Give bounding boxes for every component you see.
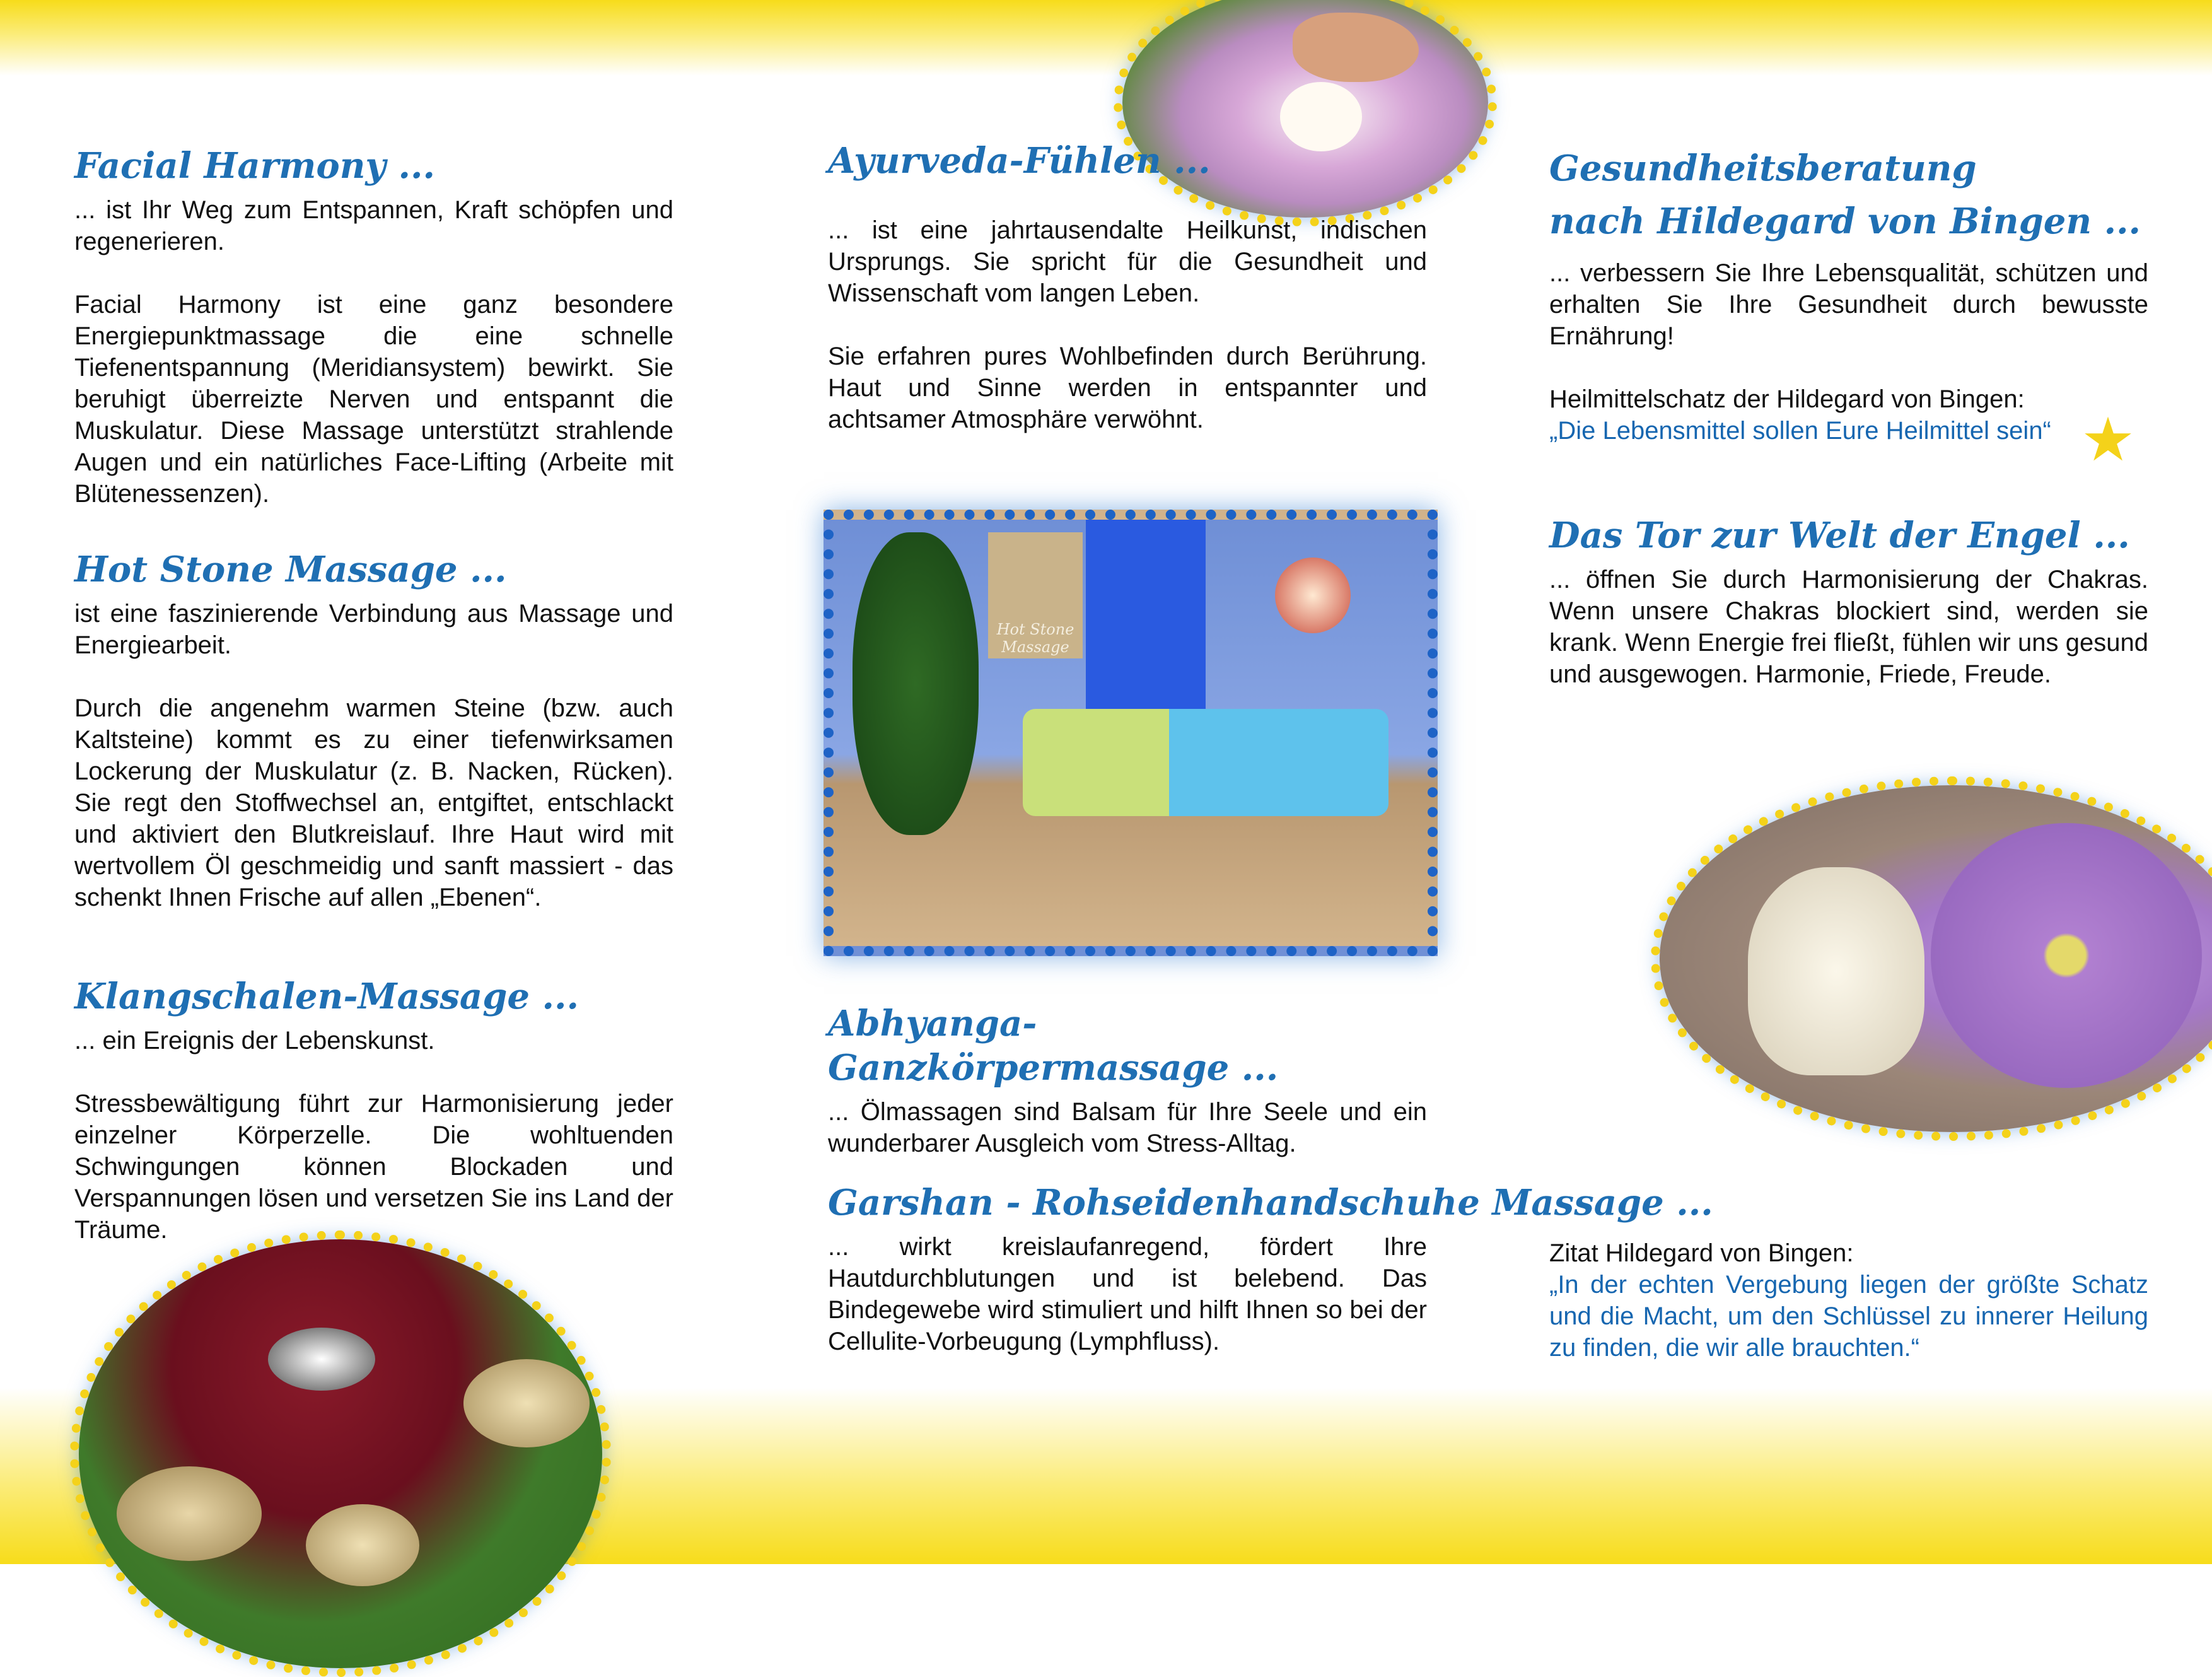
engel-text: ... öffnen Sie durch Harmonisierung der Chakras. Wenn unsere Chakras blockiert sind, werden sie krank. Wenn Energie frei fließt, fühlen wir uns gesund und ausgewogen. Harmonie, Friede, Freude.: [1549, 566, 2148, 688]
facial-harmony-heading: Facial Harmony ...: [74, 145, 435, 187]
poster: [988, 532, 1083, 658]
section-gesundheitsberatung: [1549, 146, 2148, 447]
section-engel: [1549, 513, 2148, 690]
gesundheitsberatung-heading-line1: Gesundheitsberatung: [1549, 148, 1977, 189]
ayurveda-heading: Ayurveda-Fühlen ...: [828, 140, 1211, 182]
abhyanga-heading: Abhyanga-Ganzkörpermassage ...: [828, 1003, 1279, 1089]
garshan-text: ... wirkt kreislaufanregend, fördert Ihre Hautdurchblutungen und ist belebend. Das Bindegewebe wird stimuliert und hilft Ihnen so bei der Cellulite-Vorbeugung (Lymphfluss).: [828, 1233, 1427, 1355]
section-hot-stone: [74, 547, 673, 913]
section-abhyanga: [828, 1002, 1427, 1159]
engel-heading: Das Tor zur Welt der Engel ...: [1549, 515, 2130, 556]
ayurveda-text: Sie erfahren pures Wohlbefinden durch Berührung. Haut und Sinne werden in entspannter und achtsamer Atmosphäre verwöhnt.: [828, 342, 1427, 433]
klangschalen-intro: ... ein Ereignis der Lebenskunst.: [74, 1027, 435, 1055]
massage-table: [1023, 709, 1388, 816]
klangschalen-text: Stressbewältigung führt zur Harmonisierung jeder einzelner Körperzelle. Die wohltuenden Schwingungen können Blockaden und Verspannungen lösen und versetzen Sie ins Land der Träume.: [74, 1090, 673, 1244]
top-yellow-band: [0, 0, 2212, 76]
section-facial-harmony: [74, 144, 673, 510]
hot-stone-intro: ist eine faszinierende Verbindung aus Massage und Energiearbeit.: [74, 600, 673, 659]
facial-harmony-text: Facial Harmony ist eine ganz besondere Energiepunktmassage die eine schnelle Tiefenentspannung (Meridiansystem) bewirkt. Sie beruhigt überreizte Nerven und entspannt die Muskulatur. Diese Massage unterstützt strahlende Augen und ein natürliches Face-Lifting (Arbeite mit Blütenessenzen).: [74, 291, 673, 508]
klangschalen-heading: Klangschalen-Massage ...: [74, 976, 579, 1017]
heilmittelschatz-quote: „Die Lebensmittel sollen Eure Heilmittel sein“: [1549, 417, 2051, 445]
curtain-shape: [1086, 520, 1206, 728]
plant-shape: [853, 532, 979, 835]
zitat-quote: „In der echten Vergebung liegen der größte Schatz und die Macht, um den Schlüssel zu innerer Heilung zu finden, die wir alle brauchten.“: [1549, 1271, 2148, 1362]
poster-text: Hot Stone Massage: [996, 621, 1074, 656]
angel-flower-photo-frame: [1651, 776, 2212, 1141]
hot-stone-heading: Hot Stone Massage ...: [74, 549, 507, 590]
abhyanga-text: ... Ölmassagen sind Balsam für Ihre Seele und ein wunderbarer Ausgleich vom Stress-Alltag.: [828, 1098, 1427, 1157]
facial-harmony-intro: ... ist Ihr Weg zum Entspannen, Kraft schöpfen und regenerieren.: [74, 196, 673, 255]
gesundheitsberatung-text: ... verbessern Sie Ihre Lebensqualität, schützen und erhalten Sie Ihre Gesundheit durch bewusste Ernährung!: [1549, 259, 2148, 350]
section-klangschalen: [74, 974, 673, 1246]
singing-bowls-photo-frame: [70, 1230, 611, 1677]
heilmittelschatz-label: Heilmittelschatz der Hildegard von Bingen:: [1549, 385, 2025, 413]
massage-room-photo: [824, 510, 1438, 956]
section-zitat: [1549, 1237, 2148, 1364]
section-ayurveda: [828, 139, 1427, 435]
gesundheitsberatung-heading-line2: nach Hildegard von Bingen ...: [1549, 201, 2141, 242]
star-icon: ★: [2081, 406, 2136, 474]
ayurveda-intro: ... ist eine jahrtausendalte Heilkunst, indischen Ursprungs. Sie spricht für die Gesundheit und Wissenschaft vom langen Leben.: [828, 216, 1427, 307]
wall-lamp: [1275, 558, 1351, 633]
zitat-label: Zitat Hildegard von Bingen:: [1549, 1239, 1854, 1267]
garshan-heading: Garshan - Rohseidenhandschuhe Massage ...: [828, 1182, 1713, 1224]
hot-stone-text: Durch die angenehm warmen Steine (bzw. auch Kaltsteine) kommt es zu einer tiefenwirksamen Lockerung der Muskulatur (z. B. Nacken, Rücken). Sie regt den Stoffwechsel an, entgiftet, entschlackt und aktiviert den Blutkreislauf. Ihre Haut wird mit wertvollem Öl geschmeidig und sanft massiert - das schenkt Ihnen Frische auf allen „Ebenen“.: [74, 694, 673, 911]
